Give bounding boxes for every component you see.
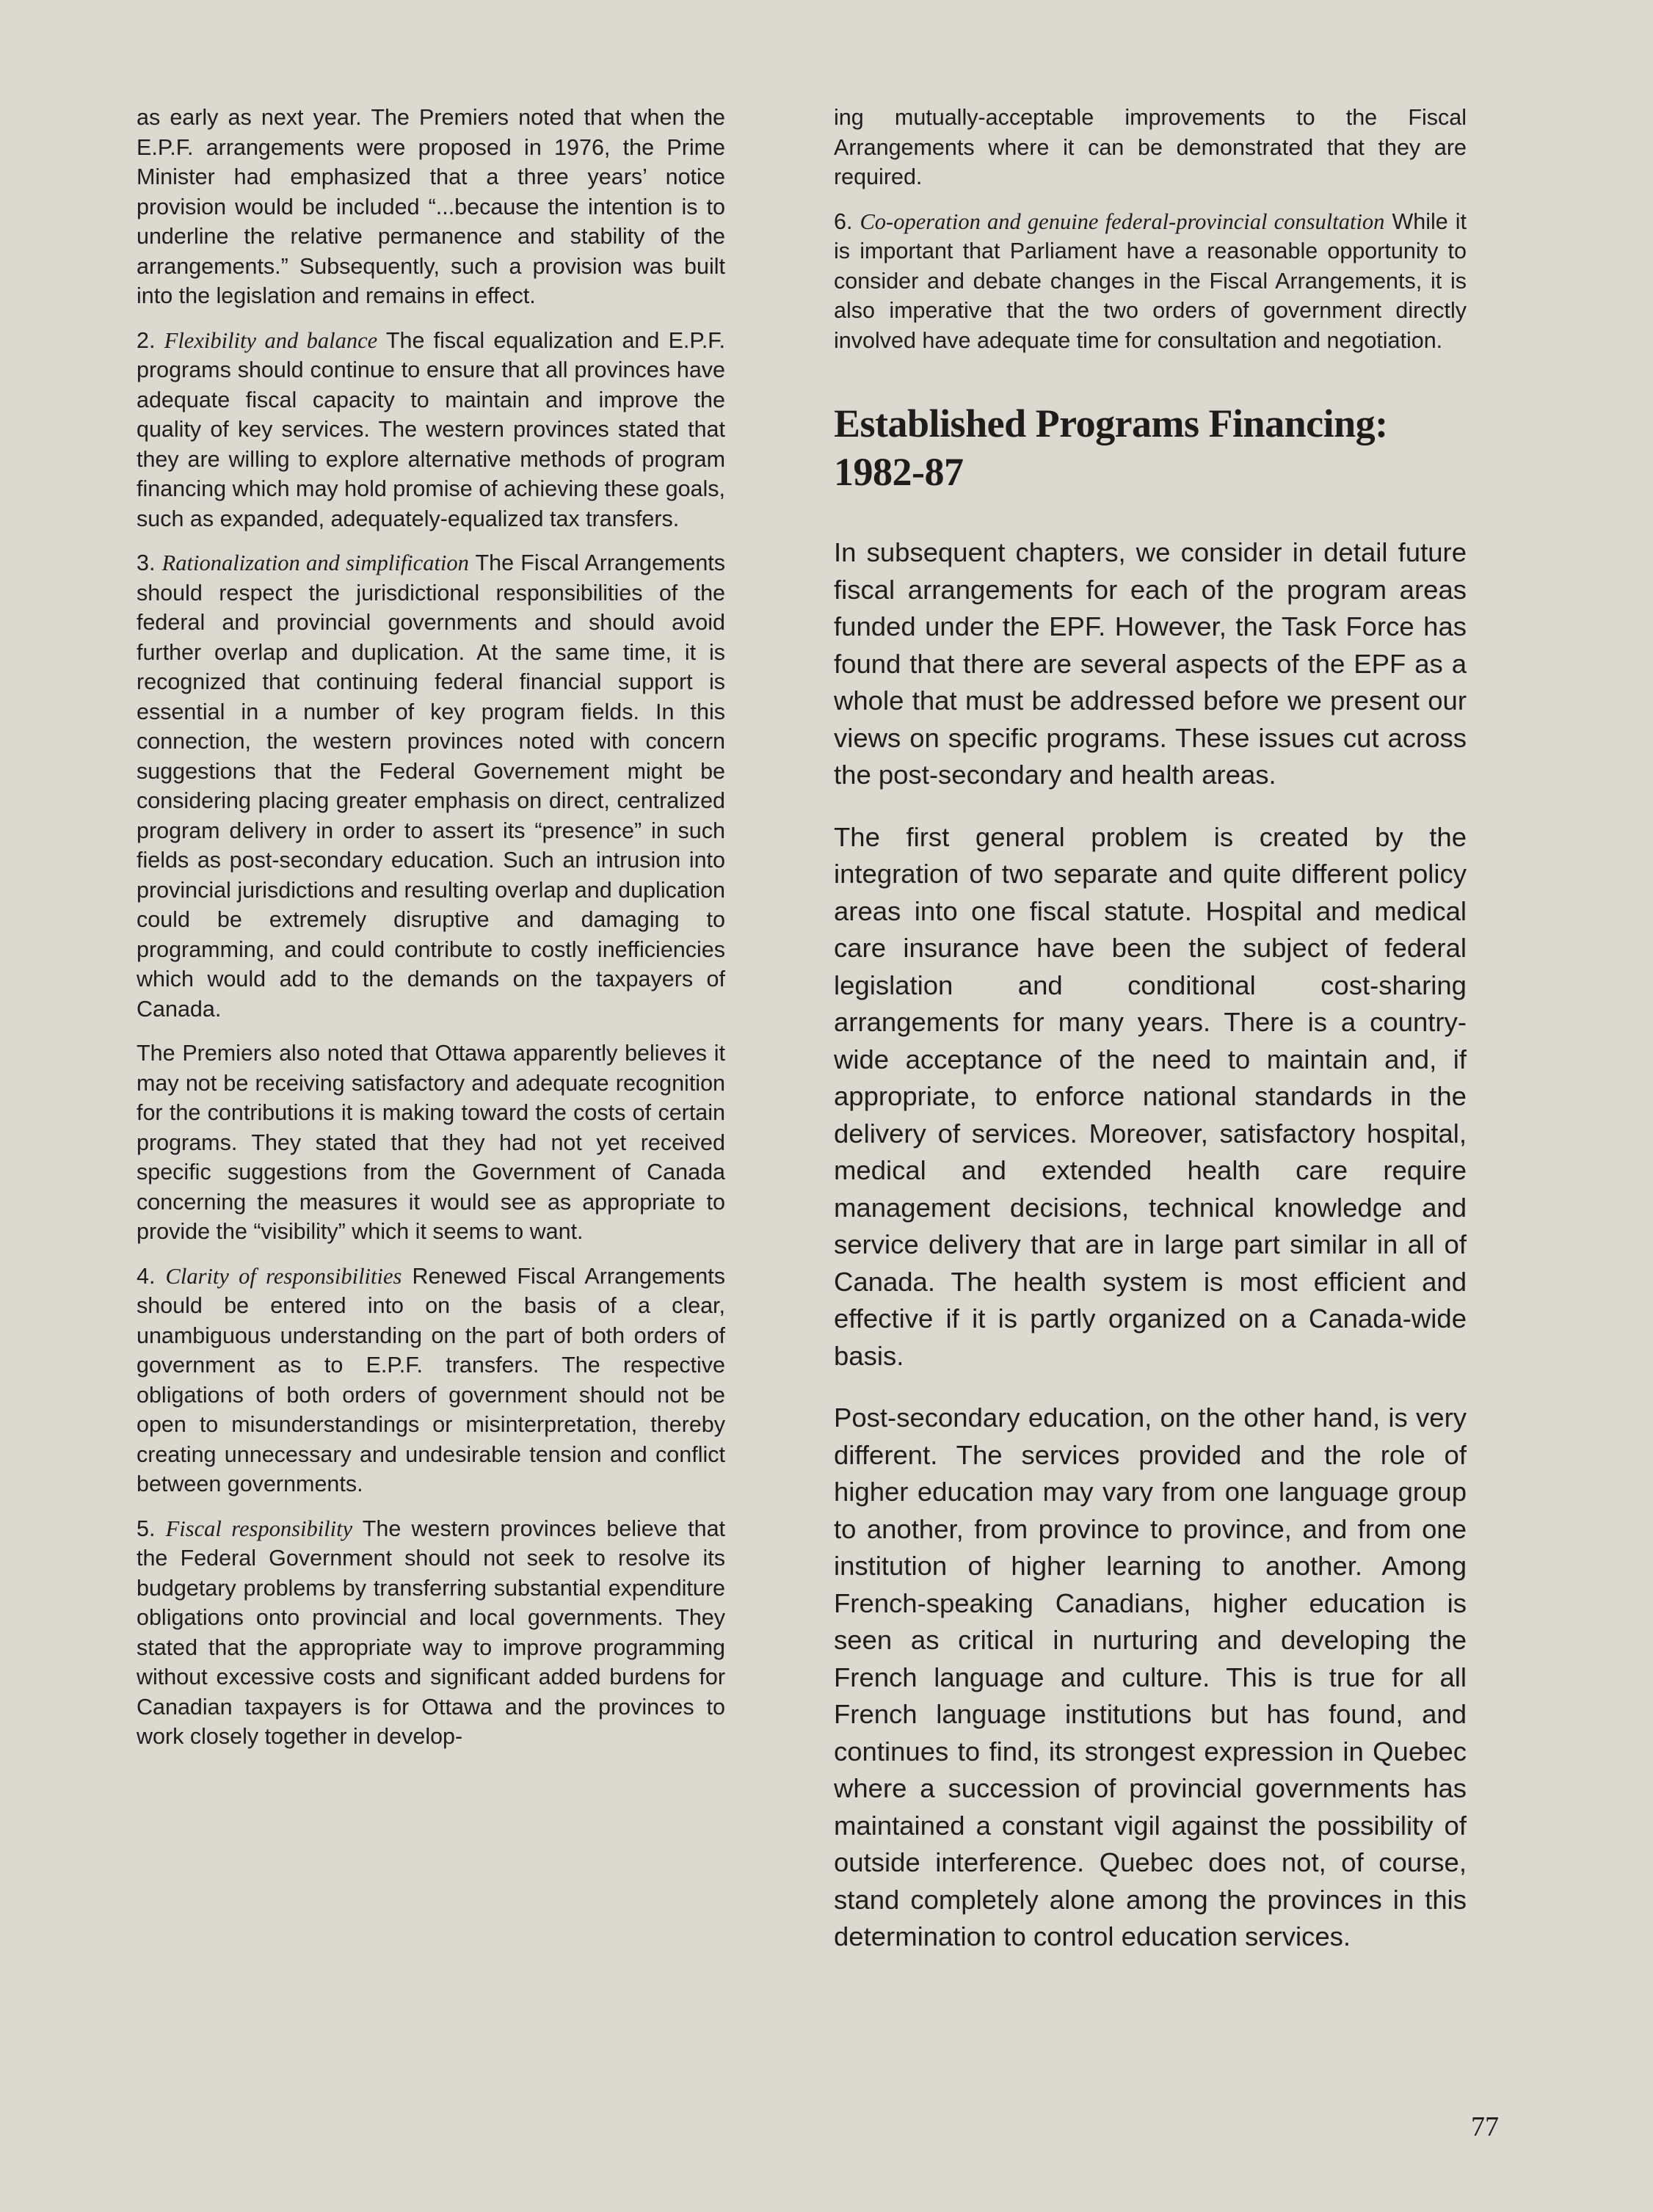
item-lead: Rationalization and simplification <box>161 550 469 575</box>
paragraph: In subsequent chapters, we consider in detail future fiscal arrangements for each of the program areas funded under the EPF. However, the Task Force has found that there are several aspects of the EPF as a whole that must be addressed before we present our views on specific programs. These issues cut across the post-secondary and health areas. <box>834 537 1467 790</box>
paragraph: 2. Flexibility and balance The fiscal equalization and E.P.F. programs should continue to ensure that all provinces have adequate fiscal capacity to maintain and improve the quality of key services. The western provinces stated that they are willing to explore alternative methods of program financing which may hold promise of achieving these goals, such as expanded, adequately-equalized tax transfers. <box>137 327 726 531</box>
item-lead: Flexibility and balance <box>164 327 378 353</box>
right-column-top <box>834 103 1467 355</box>
item-lead: Fiscal responsibility <box>165 1516 353 1541</box>
page-number: 77 <box>1471 2111 1499 2142</box>
item-lead: Co-operation and genuine federal-provincial consultation <box>860 208 1385 234</box>
paragraph: The Premiers also noted that Ottawa apparently believes it may not be receiving satisfactory and adequate recognition for the contributions it is making toward the costs of certain programs. They stated that they had not yet received specific suggestions from the Government of Canada concerning the measures it would see as appropriate to provide the “visibility” which it seems to want. <box>137 1041 725 1244</box>
paragraph: 3. Rationalization and simplification The Fiscal Arrangements should respect the jurisdictional responsibilities of the federal and provincial governments and should avoid further overlap and duplication. At the same time, it is recognized that continuing federal financial support is essential in a number of key program fields. In this connection, the western provinces noted with concern suggestions that the Federal Governement might be considering placing greater emphasis on direct, centralized program delivery in order to assert its “presence” in such fields as post-secondary education. Such an intrusion into provincial jurisdictions and resulting overlap and duplication could be extremely disruptive and damaging to programming, and could contribute to costly inefficiencies which would add to the demands on the taxpayers of Canada. <box>137 550 725 1022</box>
section-heading: Established Programs Financing: 1982-87 <box>834 401 1388 494</box>
paragraph: Post-secondary education, on the other hand, is very different. The services provided and the role of higher education may vary from one language group to another, from province to province, and from one institution of higher learning to another. Among French-speaking Canadians, higher education is seen as critical in nurturing and developing the French language and culture. This is true for all French language institutions but has found, and continues to find, its strongest expression in Quebec where a succession of provincial governments has maintained a constant vigil against the possibility of outside interference. Quebec does not, of course, stand completely alone among the provinces in this determination to control education services. <box>834 1402 1467 1951</box>
paragraph: 4. Clarity of responsibilities Renewed Fiscal Arrangements should be entered into on the basis of a clear, unambiguous understanding on the part of both orders of government as to E.P.F. transfers. The respective obligations of both orders of government should not be open to misunderstandings or misinterpretation, thereby creating unnecessary and undesirable tension and conflict between governments. <box>137 1263 725 1496</box>
paragraph: 5. Fiscal responsibility The western provinces believe that the Federal Government should not seek to resolve its budgetary problems by transferring substantial expenditure obligations onto provincial and local governments. They stated that the appropriate way to improve programming without excessive costs and significant added burdens for Canadian taxpayers is for Ottawa and the provinces to work closely together in develop- <box>137 1516 726 1749</box>
right-column-body <box>834 534 1467 1956</box>
paragraph: 6. Co-operation and genuine federal-provincial consultation While it is important that Parliament have a reasonable opportunity to consider and debate changes in the Fiscal Arrangements, it is also imperative that the two orders of government directly involved have adequate time for consultation and negotiation. <box>834 208 1467 353</box>
right-column <box>834 103 1467 1981</box>
paragraph: ing mutually-acceptable improvements to the Fiscal Arrangements where it can be demonstrated that they are required. <box>834 105 1467 189</box>
paragraph: The first general problem is created by the integration of two separate and quite different policy areas into one fiscal statute. Hospital and medical care insurance have been the subject of federal legislation and conditional cost-sharing arrangements for many years. There is a country-wide acceptance of the need to maintain and, if appropriate, to enforce national standards in the delivery of services. Moreover, satisfactory hospital, medical and extended health care require management decisions, technical knowledge and service delivery that are in large part similar in all of Canada. The health system is most efficient and effective if it is partly organized on a Canada-wide basis. <box>834 821 1467 1371</box>
paragraph: as early as next year. The Premiers noted that when the E.P.F. arrangements were proposed in 1976, the Prime Minister had emphasized that a three years’ notice provision would be included “...because the intention is to underline the relative permanence and stability of the arrangements.” Subsequently, such a provision was built into the legislation and remains in effect. <box>137 105 725 308</box>
left-column <box>137 103 725 1767</box>
item-lead: Clarity of responsibilities <box>165 1263 402 1289</box>
